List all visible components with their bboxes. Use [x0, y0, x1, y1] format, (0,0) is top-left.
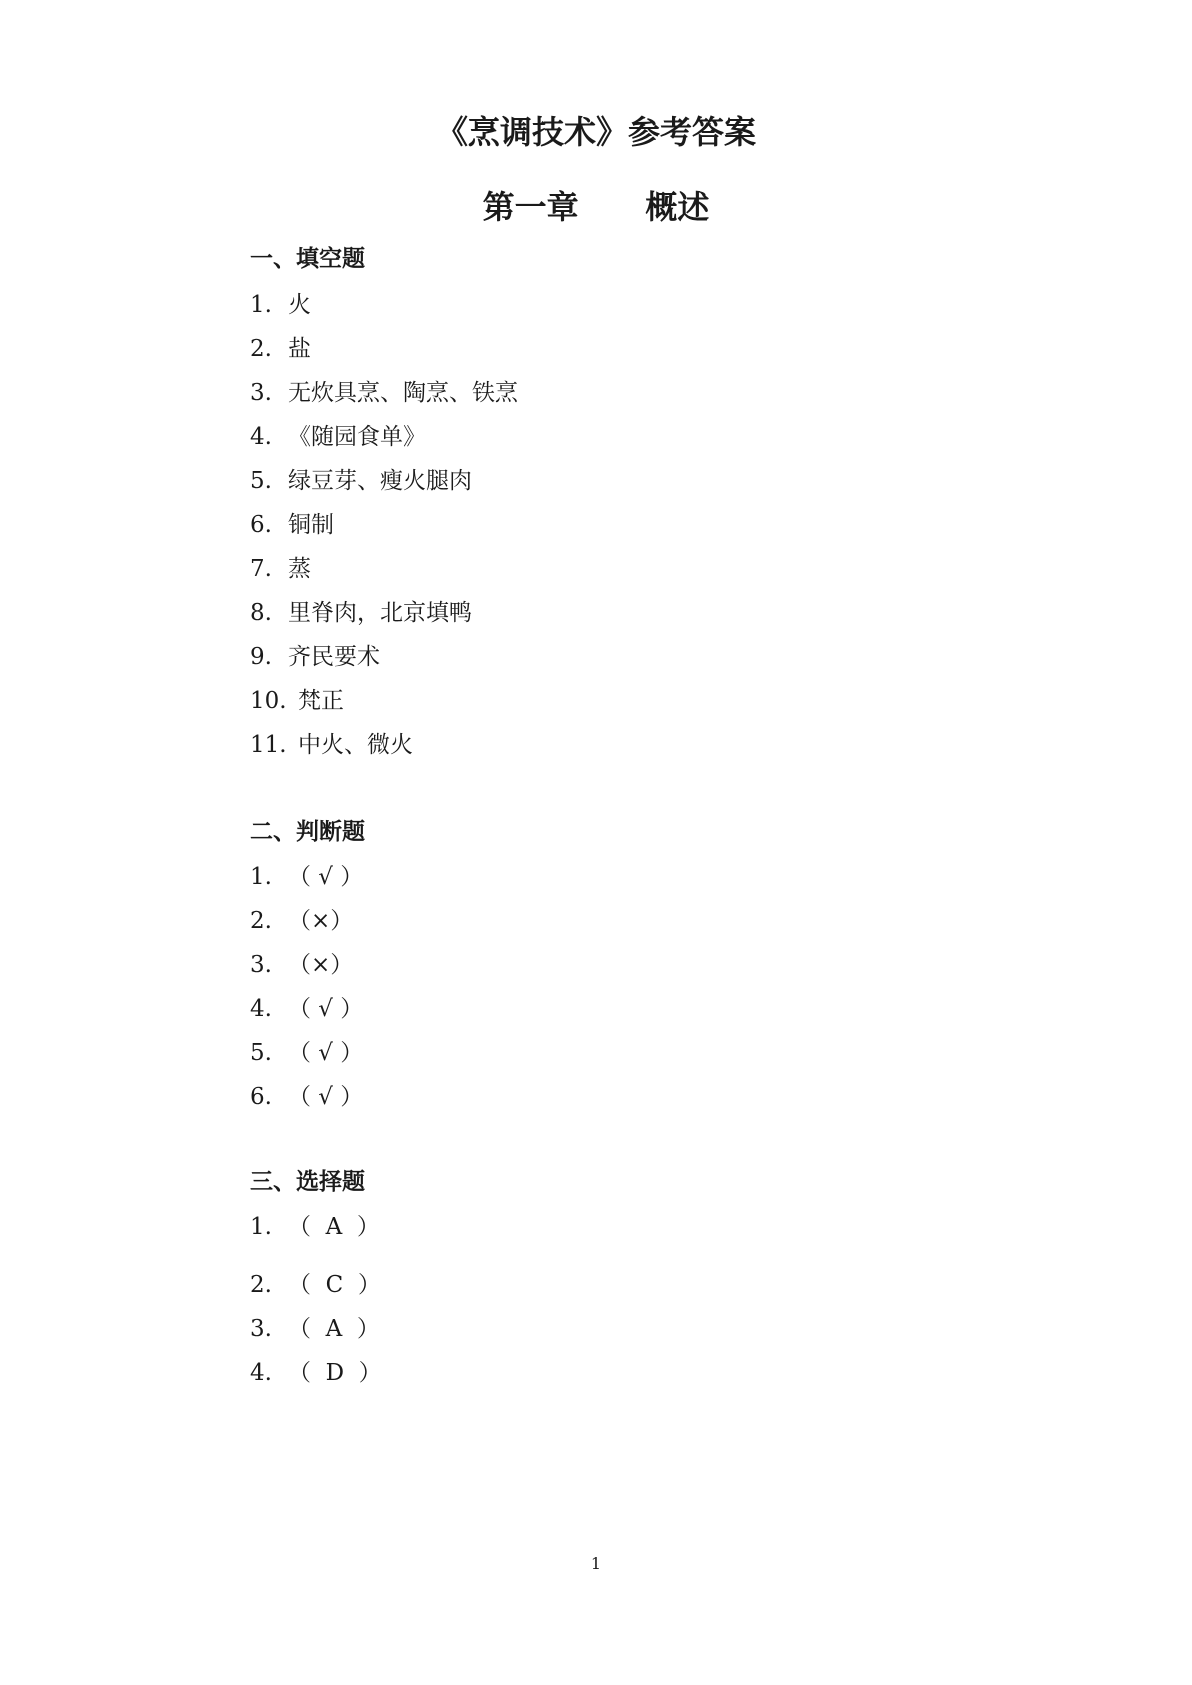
item-number: 8. [250, 600, 272, 626]
item-number: 3. [250, 1316, 272, 1342]
item-answer: （ C ） [288, 1272, 381, 1298]
list-item [250, 422, 426, 452]
item-number: 1. [250, 864, 272, 890]
item-answer: （ A ） [288, 1316, 380, 1342]
item-answer: 中火、微火 [298, 732, 413, 758]
list-item [250, 378, 518, 408]
list-item [250, 510, 334, 540]
item-answer: 齐民要术 [288, 644, 380, 670]
item-number: 2. [250, 908, 272, 934]
item-number: 3. [250, 380, 272, 406]
item-number: 1. [250, 1214, 272, 1240]
list-item [250, 994, 363, 1024]
item-number: 4. [250, 424, 272, 450]
item-number: 6. [250, 512, 272, 538]
list-item [250, 1082, 363, 1112]
item-answer: 铜制 [288, 512, 334, 538]
list-item [250, 686, 344, 716]
list-item [250, 334, 311, 364]
list-item [250, 730, 413, 760]
item-number: 6. [250, 1084, 272, 1110]
item-number: 2. [250, 336, 272, 362]
list-item [250, 1314, 380, 1344]
page-number: 1 [590, 1554, 602, 1573]
item-answer: 梵正 [298, 688, 344, 714]
item-number: 5. [250, 468, 272, 494]
list-item [250, 1358, 382, 1388]
item-number: 3. [250, 952, 272, 978]
section-heading-true-false: 二、判断题 [250, 819, 365, 845]
item-number: 9. [250, 644, 272, 670]
item-answer: （×） [288, 908, 354, 934]
item-answer: 里脊肉，北京填鸭 [288, 600, 472, 626]
item-answer: 盐 [288, 336, 311, 362]
item-answer: （ √ ） [288, 996, 364, 1022]
item-answer: （ A ） [288, 1214, 380, 1240]
item-answer: （ √ ） [288, 1084, 364, 1110]
item-answer: 蒸 [288, 556, 311, 582]
item-answer: （ √ ） [288, 864, 364, 890]
item-answer: （ D ） [288, 1360, 382, 1386]
item-number: 5. [250, 1040, 272, 1066]
item-number: 7. [250, 556, 272, 582]
list-item [250, 1038, 363, 1068]
item-answer: 《随园食单》 [288, 424, 426, 450]
list-item [250, 598, 472, 628]
item-answer: 火 [288, 292, 311, 318]
document-title: 《烹调技术》参考答案 [435, 113, 756, 151]
section-heading-fill-blank: 一、填空题 [250, 246, 365, 272]
list-item [250, 906, 353, 936]
item-number: 10. [250, 688, 287, 714]
list-item [250, 1212, 380, 1242]
list-item [250, 554, 311, 584]
item-number: 4. [250, 996, 272, 1022]
list-item [250, 642, 380, 672]
chapter-title: 第一章 概述 [482, 188, 710, 226]
list-item [250, 1270, 381, 1300]
item-number: 1. [250, 292, 272, 318]
item-number: 11. [250, 732, 287, 758]
item-number: 2. [250, 1272, 272, 1298]
item-answer: （×） [288, 952, 354, 978]
item-answer: 绿豆芽、瘦火腿肉 [288, 468, 472, 494]
list-item [250, 466, 472, 496]
section-heading-multiple-choice: 三、选择题 [250, 1169, 365, 1195]
item-number: 4. [250, 1360, 272, 1386]
list-item [250, 950, 353, 980]
list-item [250, 862, 363, 892]
item-answer: 无炊具烹、陶烹、铁烹 [288, 380, 518, 406]
list-item [250, 290, 311, 320]
item-answer: （ √ ） [288, 1040, 364, 1066]
